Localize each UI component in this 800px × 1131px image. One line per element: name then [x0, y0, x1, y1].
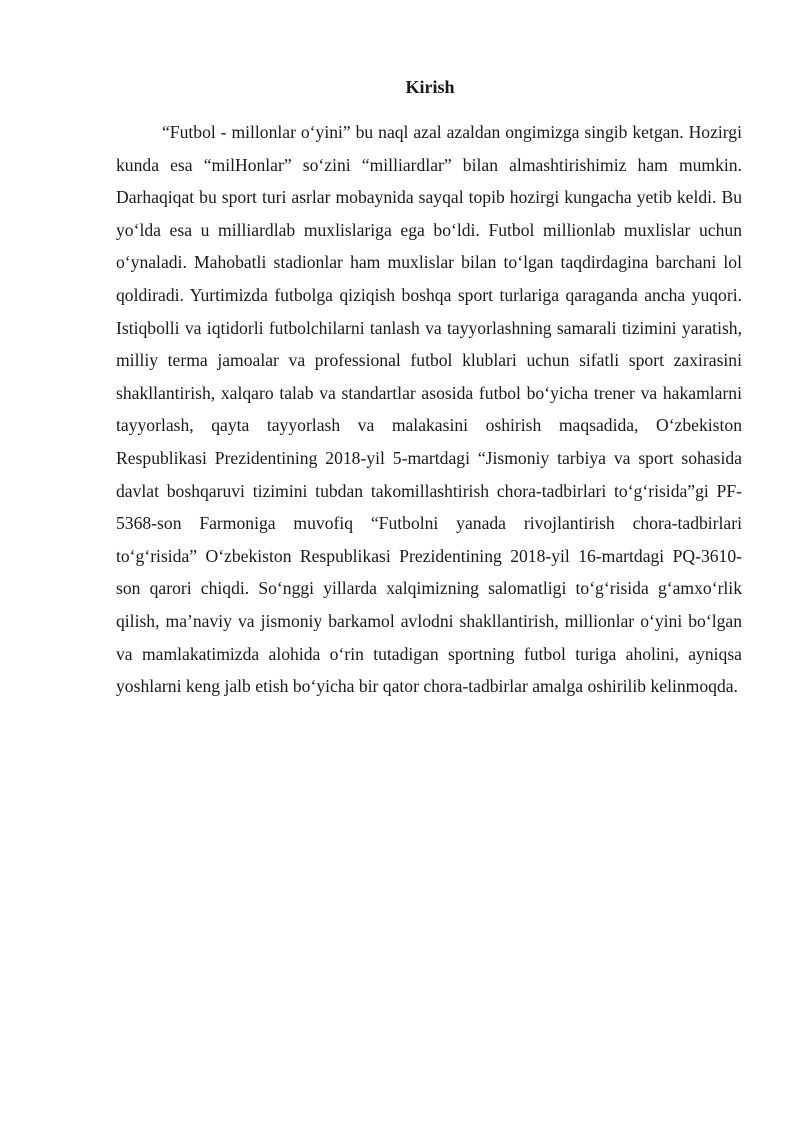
intro-paragraph: “Futbol - millonlar o‘yini” bu naql azal azaldan ongimizga singib ketgan. Hozirgi kunda esa “milHonlar” so‘zini “milliardlar” bilan almashtirishimiz ham mumkin. Darhaqiqat bu sport turi asrlar mobaynida sayqal topib hozirgi kungacha yetib keldi. Bu yo‘lda esa u milliardlab muxlislariga ega bo‘ldi. Futbol millionlab muxlislar uchun o‘ynaladi. Mahobatli stadionlar ham muxlislar bilan to‘lgan taqdirdagina barchani lol qoldiradi. Yurtimizda futbolga qiziqish boshqa sport turlariga qaraganda ancha yuqori. Istiqbolli va iqtidorli futbolchilarni tanlash va tayyorlashning samarali tizimini yaratish, milliy terma jamoalar va professional futbol klublari uchun sifatli sport zaxirasini shakllantirish, xalqaro talab va standartlar asosida futbol bo‘yicha trener va hakamlarni tayyorlash, qayta tayyorlash va malakasini oshirish maqsadida, O‘zbekiston Respublikasi Prezidentining 2018-yil 5-martdagi “Jismoniy tarbiya va sport sohasida davlat boshqaruvi tizimini tubdan takomillashtirish chora-tadbirlari to‘g‘risida”gi PF-5368-son Farmoniga muvofiq “Futbolni yanada rivojlantirish chora-tadbirlari to‘g‘risida” O‘zbekiston Respublikasi Prezidentining 2018-yil 16-martdagi PQ-3610-son qarori chiqdi. So‘nggi yillarda xalqimizning salomatligi to‘g‘risida g‘amxo‘rlik qilish, ma’naviy va jismoniy barkamol avlodni shakllantirish, millionlar o‘yini bo‘lgan va mamlakatimizda alohida o‘rin tutadigan sportning futbol turiga aholini, ayniqsa yoshlarni keng jalb etish bo‘yicha bir qator chora-tadbirlar amalga oshirilib kelinmoqda.: [116, 122, 742, 697]
section-title: Kirish: [405, 77, 455, 97]
